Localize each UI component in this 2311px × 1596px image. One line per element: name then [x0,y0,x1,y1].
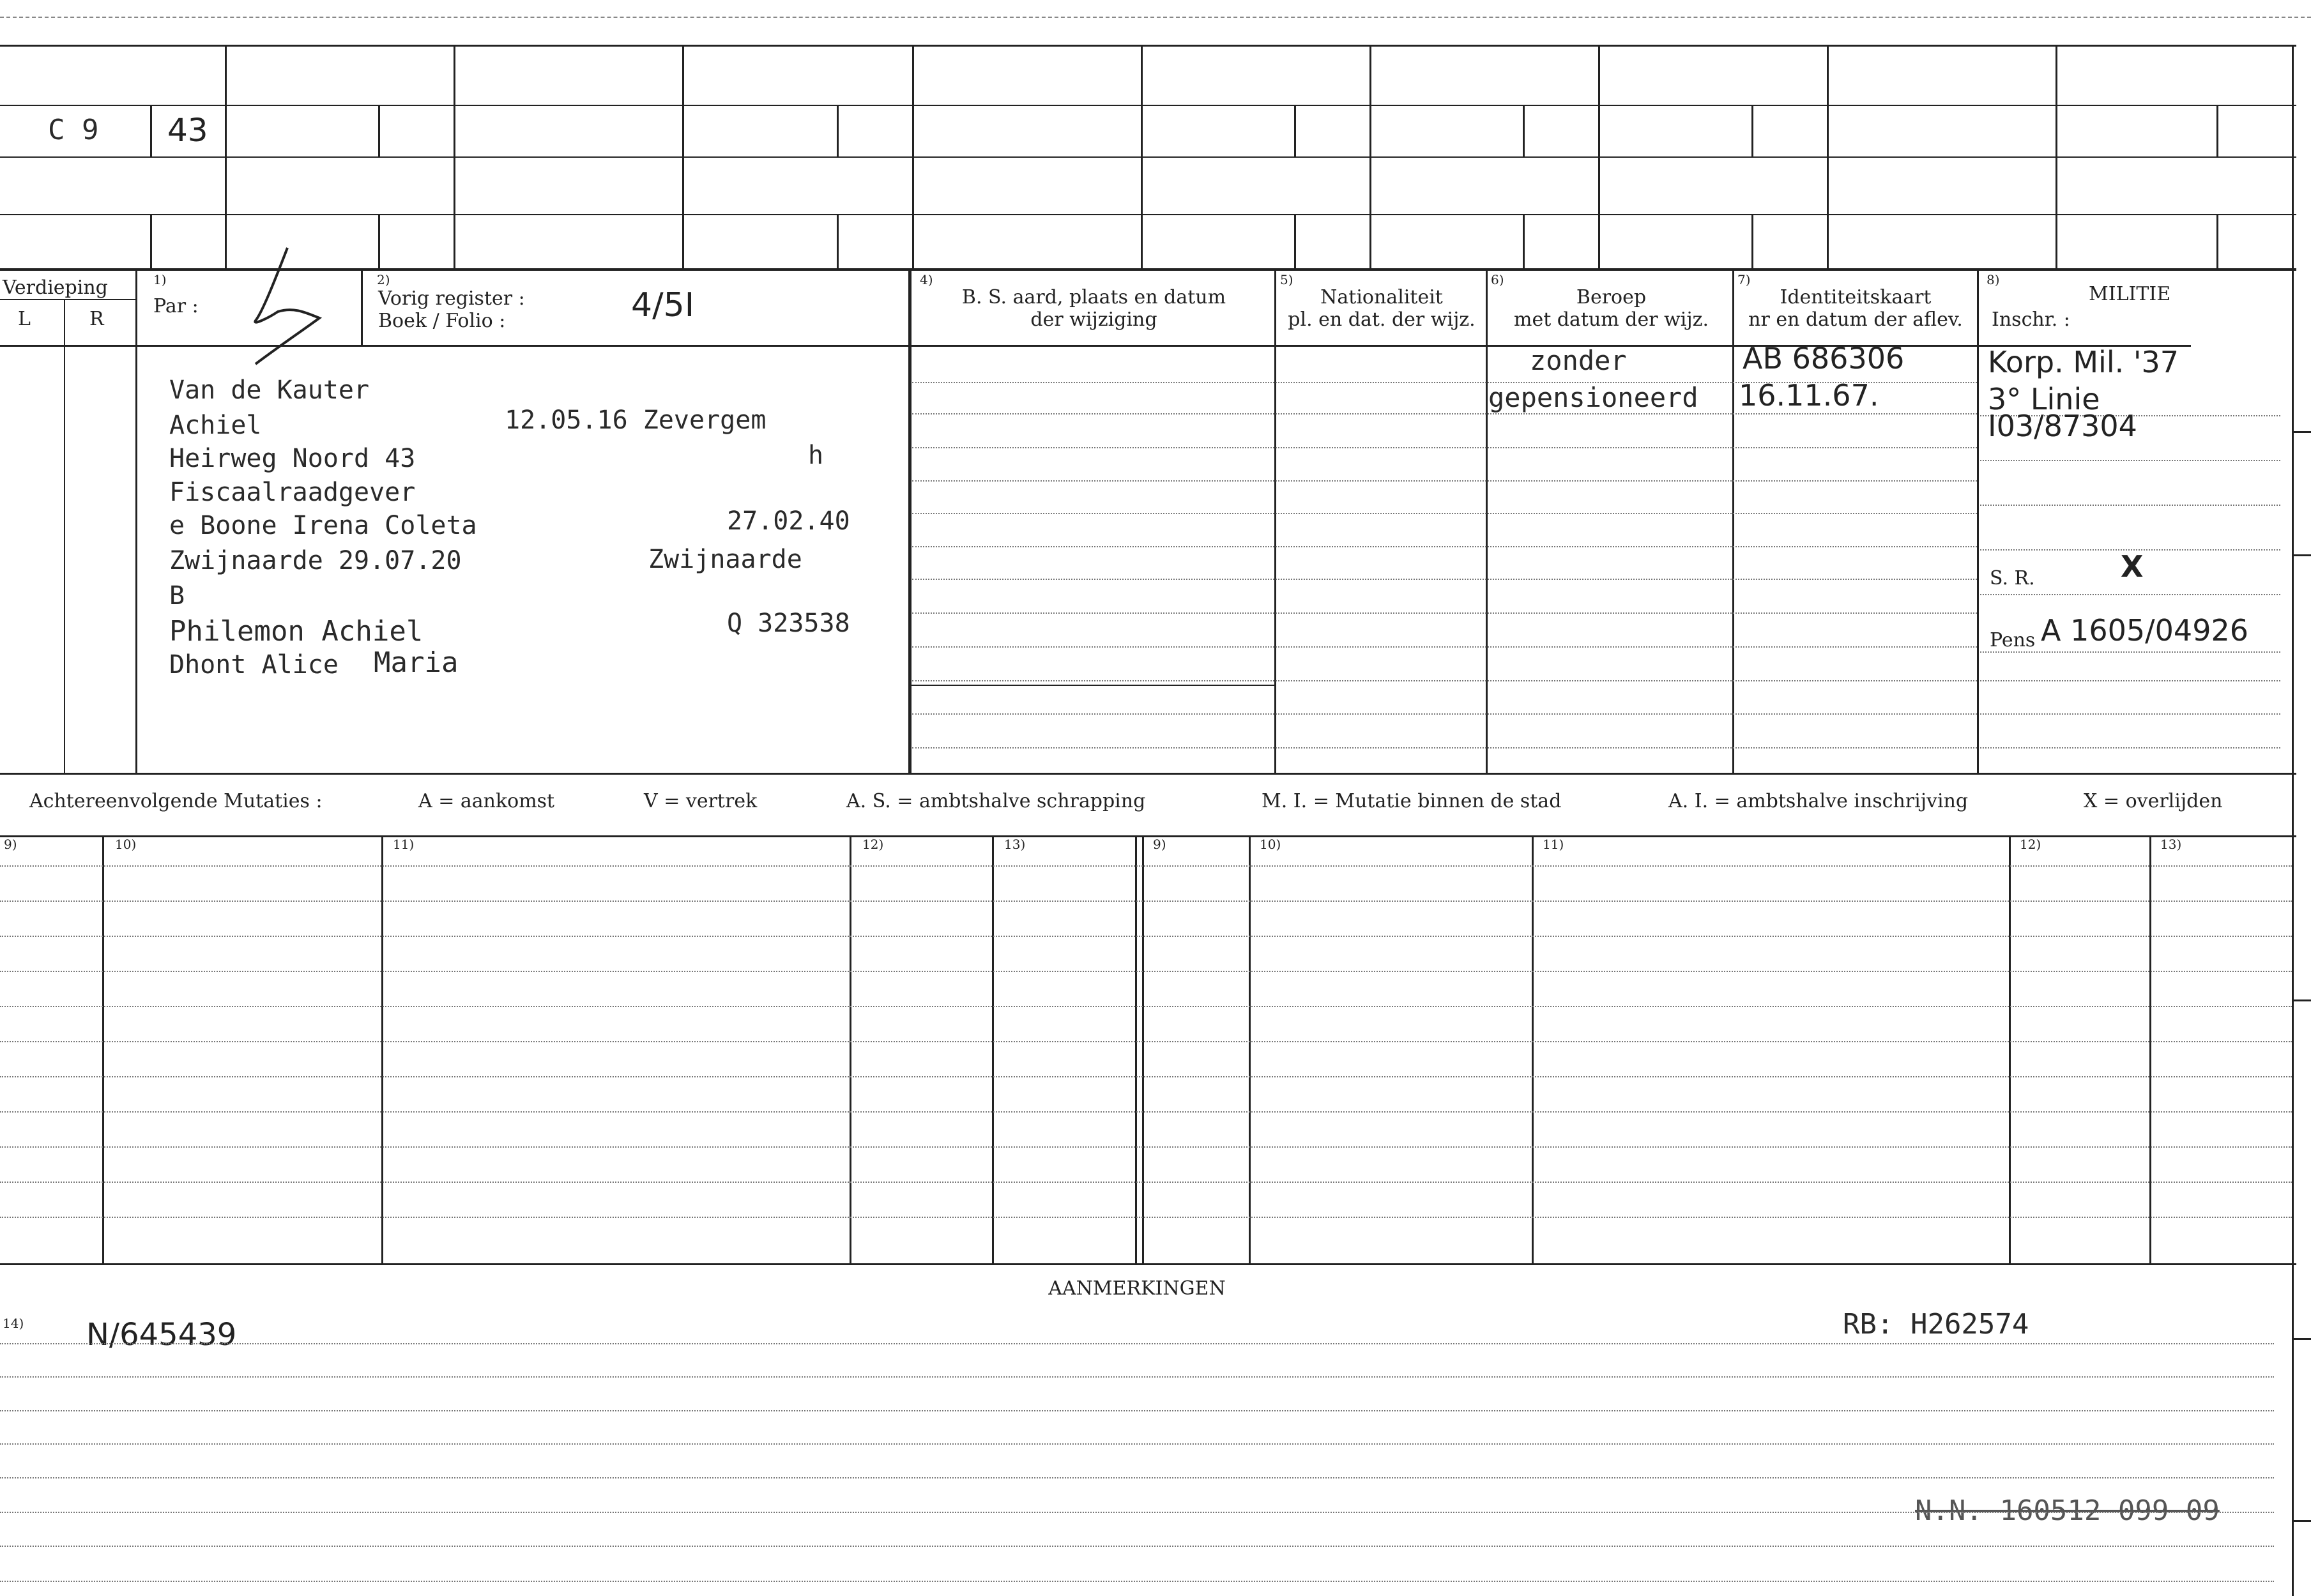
legend-title: Achtereenvolgende Mutaties : [29,790,323,812]
legend-x: X = overlijden [2084,790,2223,812]
legend-mi: M. I. = Mutatie binnen de stad [1262,790,1562,812]
top-edge [0,17,2311,18]
col-9-left: 9) [4,837,17,852]
firstname: Achiel [169,411,262,440]
col-10-left: 10) [115,837,137,852]
par-label: Par : [153,295,199,317]
beroep-label-1: Beroep [1576,286,1647,308]
remarks-rb-number: RB: H262574 [1843,1308,2029,1341]
right-edge [2292,268,2294,1596]
nat-label-1: Nationaliteit [1320,286,1443,308]
bs-label-2: der wijziging [1030,308,1157,331]
militie-inschr-label: Inschr. : [1992,308,2070,331]
sr-value: X [2121,549,2144,584]
militie-value-1: Korp. Mil. '37 [1988,345,2179,379]
beroep-value-1: zonder [1530,345,1627,376]
col-10-right: 10) [1260,837,1281,852]
remarks-nn-number: N.N. 160512 099 09 [1915,1494,2220,1527]
legend-as: A. S. = ambtshalve schrapping [846,790,1146,812]
id-label-1: Identiteitskaart [1780,286,1932,308]
militie-value-3: I03/87304 [1988,409,2137,443]
verdieping-label: Verdieping [3,277,108,299]
militie-title: MILITIE [2089,283,2171,305]
vorig-register-label: Vorig register : [378,287,525,310]
par-num: 1) [153,272,167,287]
boek-folio-label: Boek / Folio : [378,310,506,332]
col-13-right: 13) [2160,837,2182,852]
vorig-num: 2) [377,272,390,287]
address: Heirweg Noord 43 [169,444,416,473]
col-9-right: 9) [1153,837,1166,852]
vorig-register-value: 4/5I [631,286,695,324]
militie-num: 8) [1987,272,2000,287]
beroep-num: 6) [1491,272,1504,287]
right-tick [2292,431,2311,433]
verdieping-r: R [89,308,104,330]
spouse-birth-place: Zwijnaarde [648,545,802,574]
nationality-b: B [169,581,185,611]
par-handwritten-mark [243,243,339,370]
id-label-2: nr en datum der aflev. [1748,308,1963,331]
right-tick [2292,1520,2311,1522]
nat-num: 5) [1280,272,1293,287]
remarks-n-number: N/645439 [86,1317,237,1353]
col-11-right: 11) [1543,837,1564,852]
spouse-birth: Zwijnaarde 29.07.20 [169,546,462,575]
mother-name-2: Maria [374,646,459,679]
col-11-left: 11) [393,837,415,852]
right-tick [2292,999,2311,1001]
remarks-title: AANMERKINGEN [1048,1277,1226,1300]
father-name: Philemon Achiel [169,615,423,648]
surname: Van de Kauter [169,376,370,405]
bs-num: 4) [920,272,933,287]
beroep-value-2: gepensioneerd [1488,382,1698,413]
remarks-num: 14) [3,1316,24,1331]
grid-number: 43 [167,112,208,149]
id-value-2: 16.11.67. [1739,378,1879,413]
beroep-label-2: met datum der wijz. [1514,308,1709,331]
right-tick [2292,1338,2311,1340]
bs-label-1: B. S. aard, plaats en datum [961,286,1226,308]
marriage-date: 27.02.40 [727,506,850,536]
col-12-right: 12) [2020,837,2041,852]
grid-code: C 9 [48,114,99,146]
pens-label: Pens [1990,629,2036,651]
occupation: Fiscaalraadgever [169,478,416,507]
col-13-left: 13) [1004,837,1026,852]
legend-a: A = aankomst [418,790,555,812]
pens-value: A 1605/04926 [2041,613,2248,648]
verdieping-l: L [18,308,31,330]
spouse-name: e Boone Irena Coleta [169,511,477,540]
id-value-1: AB 686306 [1743,341,1905,376]
militie-value-2: 3° Linie [1988,382,2100,416]
legend-ai: A. I. = ambtshalve inschrijving [1668,790,1969,812]
sr-label: S. R. [1990,567,2035,589]
mother-name: Dhont Alice [169,650,339,680]
legend-v: V = vertrek [644,790,758,812]
mark-h: h [808,441,824,470]
col-12-left: 12) [862,837,884,852]
nat-label-2: pl. en dat. der wijz. [1288,308,1476,331]
id-num: 7) [1737,272,1751,287]
right-tick [2292,554,2311,556]
birth-date-place: 12.05.16 Zevergem [505,406,767,435]
person-code: Q 323538 [727,609,850,638]
